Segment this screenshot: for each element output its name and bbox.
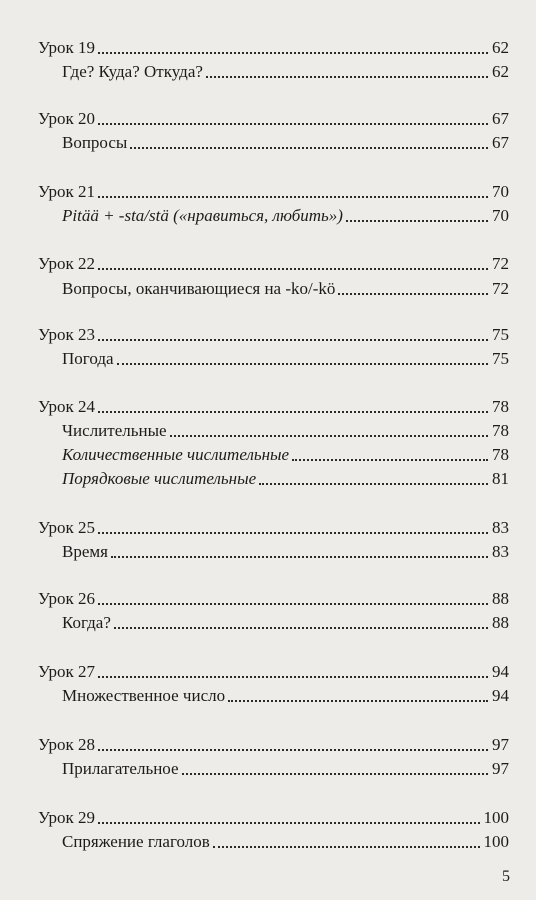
toc-lesson-21	[0, 176, 536, 202]
topic-title: Погода	[62, 349, 114, 368]
toc-lesson-19	[0, 32, 536, 58]
dot-leader	[114, 627, 488, 629]
lesson-page: 83	[492, 518, 509, 537]
toc-topic	[0, 415, 536, 441]
dot-leader	[98, 52, 488, 54]
toc-lesson-25	[0, 512, 536, 538]
toc-topic	[0, 439, 536, 465]
lesson-page: 94	[492, 662, 509, 681]
lesson-page: 75	[492, 325, 509, 344]
page-number: 5	[502, 868, 510, 885]
topic-title: Числительные	[62, 421, 167, 440]
lesson-title: Урок 29	[38, 808, 96, 827]
topic-page: 70	[492, 206, 509, 225]
lesson-title: Урок 27	[38, 662, 96, 681]
toc-topic	[0, 343, 536, 369]
lesson-title: Урок 23	[38, 325, 96, 344]
toc-lesson-22	[0, 248, 536, 274]
lesson-page: 67	[492, 109, 509, 128]
topic-page: 72	[492, 279, 509, 298]
lesson-page: 100	[483, 808, 509, 827]
toc-lesson-24	[0, 391, 536, 417]
lesson-title: Урок 22	[38, 254, 96, 273]
topic-title: Прилагательное	[62, 759, 179, 778]
lesson-page: 88	[492, 589, 509, 608]
lesson-title: Урок 19	[38, 38, 96, 57]
topic-page: 67	[492, 133, 509, 152]
lesson-title: Урок 24	[38, 397, 96, 416]
dot-leader	[98, 411, 488, 413]
lesson-title: Урок 20	[38, 109, 96, 128]
topic-title: Количественные числительные	[62, 445, 290, 464]
dot-leader	[98, 603, 488, 605]
topic-page: 88	[492, 613, 509, 632]
topic-page: 78	[492, 421, 509, 440]
dot-leader	[213, 846, 480, 848]
dot-leader	[346, 220, 488, 222]
dot-leader	[259, 483, 488, 485]
topic-title: Спряжение глаголов	[62, 832, 210, 851]
topic-title: Pitää + -sta/stä («нравиться, любить»)	[62, 206, 343, 225]
lesson-page: 70	[492, 182, 509, 201]
topic-page: 94	[492, 686, 509, 705]
toc-topic	[0, 536, 536, 562]
toc-lesson-29	[0, 802, 536, 828]
lesson-title: Урок 21	[38, 182, 96, 201]
dot-leader	[98, 532, 488, 534]
toc-topic	[0, 753, 536, 779]
dot-leader	[338, 293, 488, 295]
toc-topic	[0, 607, 536, 633]
dot-leader	[98, 268, 488, 270]
dot-leader	[206, 76, 488, 78]
lesson-page: 62	[492, 38, 509, 57]
dot-leader	[98, 123, 488, 125]
toc-topic	[0, 680, 536, 706]
lesson-title: Урок 25	[38, 518, 96, 537]
dot-leader	[98, 196, 488, 198]
toc-topic	[0, 463, 536, 489]
topic-page: 75	[492, 349, 509, 368]
toc-topic	[0, 56, 536, 82]
topic-title: Где? Куда? Откуда?	[62, 62, 203, 81]
toc-topic	[0, 273, 536, 299]
toc-lesson-23	[0, 319, 536, 345]
dot-leader	[292, 459, 488, 461]
toc-lesson-26	[0, 583, 536, 609]
lesson-title: Урок 28	[38, 735, 96, 754]
lesson-page: 97	[492, 735, 509, 754]
dot-leader	[98, 676, 488, 678]
lesson-page: 72	[492, 254, 509, 273]
topic-page: 83	[492, 542, 509, 561]
toc-topic	[0, 127, 536, 153]
lesson-title: Урок 26	[38, 589, 96, 608]
dot-leader	[98, 822, 479, 824]
topic-title: Вопросы, оканчивающиеся на -ko/-kö	[62, 279, 336, 298]
topic-page: 81	[492, 469, 509, 488]
dot-leader	[130, 147, 488, 149]
toc-topic	[0, 826, 536, 852]
toc-topic	[0, 200, 536, 226]
topic-title: Порядковые числительные	[62, 469, 257, 488]
topic-title: Множественное число	[62, 686, 226, 705]
topic-title: Когда?	[62, 613, 111, 632]
dot-leader	[98, 749, 488, 751]
topic-page: 62	[492, 62, 509, 81]
topic-title: Вопросы	[62, 133, 128, 152]
dot-leader	[182, 773, 488, 775]
topic-title: Время	[62, 542, 108, 561]
dot-leader	[111, 556, 488, 558]
topic-page: 78	[492, 445, 509, 464]
toc-lesson-27	[0, 656, 536, 682]
topic-page: 97	[492, 759, 509, 778]
toc-lesson-20	[0, 103, 536, 129]
dot-leader	[117, 363, 488, 365]
topic-page: 100	[483, 832, 509, 851]
lesson-page: 78	[492, 397, 509, 416]
dot-leader	[228, 700, 488, 702]
toc-lesson-28	[0, 729, 536, 755]
dot-leader	[170, 435, 488, 437]
dot-leader	[98, 339, 488, 341]
